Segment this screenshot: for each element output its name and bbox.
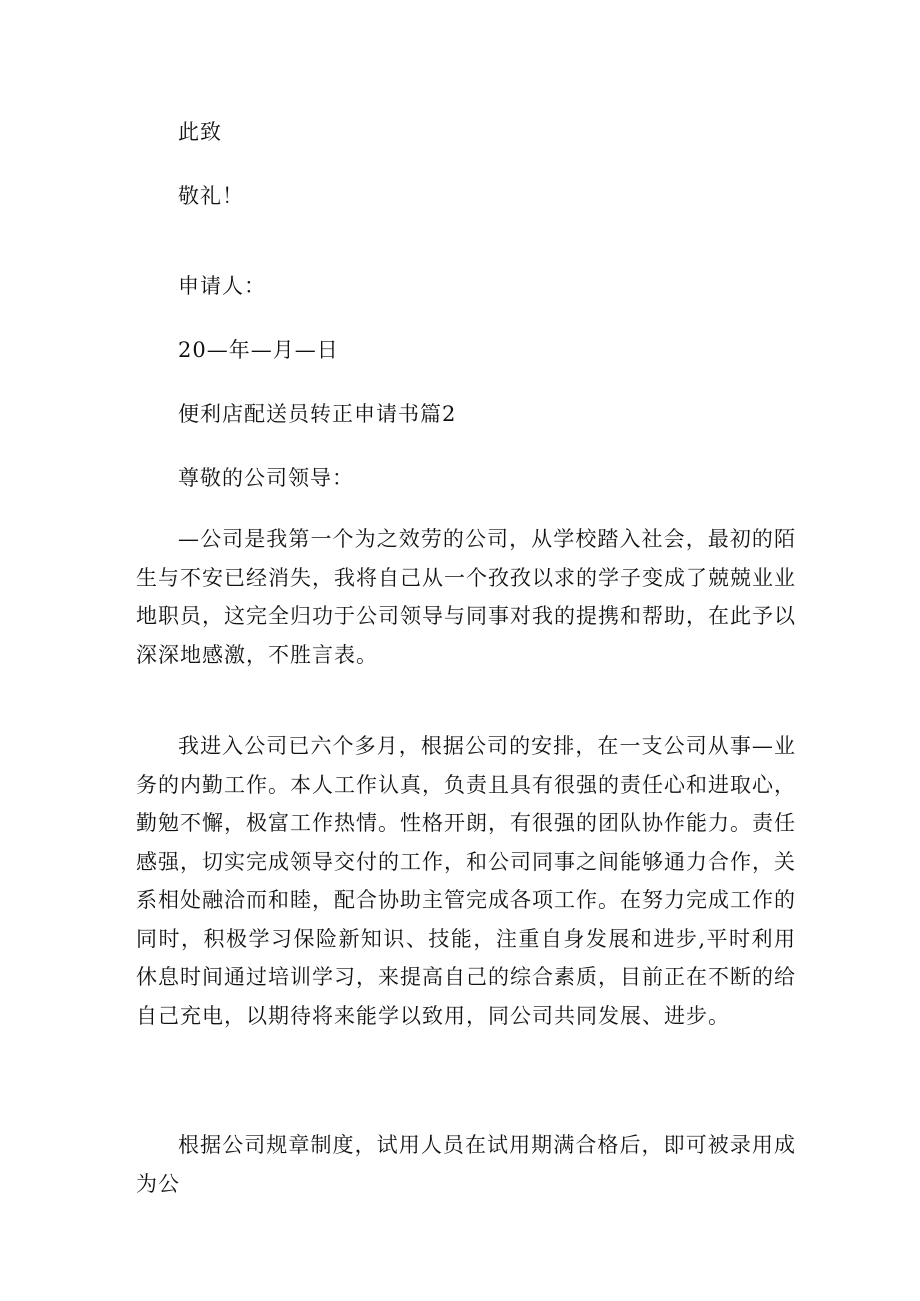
- paragraph-3: 根据公司规章制度，试用人员在试用期满合格后，即可被录用成为公: [136, 1133, 796, 1196]
- applicant-label: 申请人：: [178, 274, 266, 298]
- salutation: 尊敬的公司领导：: [178, 466, 354, 490]
- section-title: 便利店配送员转正申请书篇2: [178, 402, 457, 426]
- date-line: 20—年—月—日: [178, 338, 339, 362]
- paragraph-2: 我进入公司已六个多月，根据公司的安排，在一支公司从事—业务的内勤工作。本人工作认真，负责且具有很强的责任心和进取心，勤勉不懈，极富工作热情。性格开朗，有很强的团队协作能力。责任感强，切实完成领导交付的工作，和公司同事之间能够通力合作，关系相处融洽而和睦，配合协助主管完成各项工作。在努力完成工作的同时，积极学习保险新知识、技能，注重自身发展和进步,平时利用休息时间通过培训学习，来提高自己的综合素质，目前正在不断的给自己充电，以期待将来能学以致用，同公司共同发展、进步。: [136, 734, 796, 1028]
- closing-line-1: 此致: [178, 120, 222, 144]
- paragraph-1: —公司是我第一个为之效劳的公司，从学校踏入社会，最初的陌生与不安已经消失，我将自己从一个孜孜以求的学子变成了兢兢业业地职员，这完全归功于公司领导与同事对我的提携和帮助，在此予以深深地感激，不胜言表。: [136, 527, 796, 667]
- closing-line-2: 敬礼！: [178, 184, 244, 208]
